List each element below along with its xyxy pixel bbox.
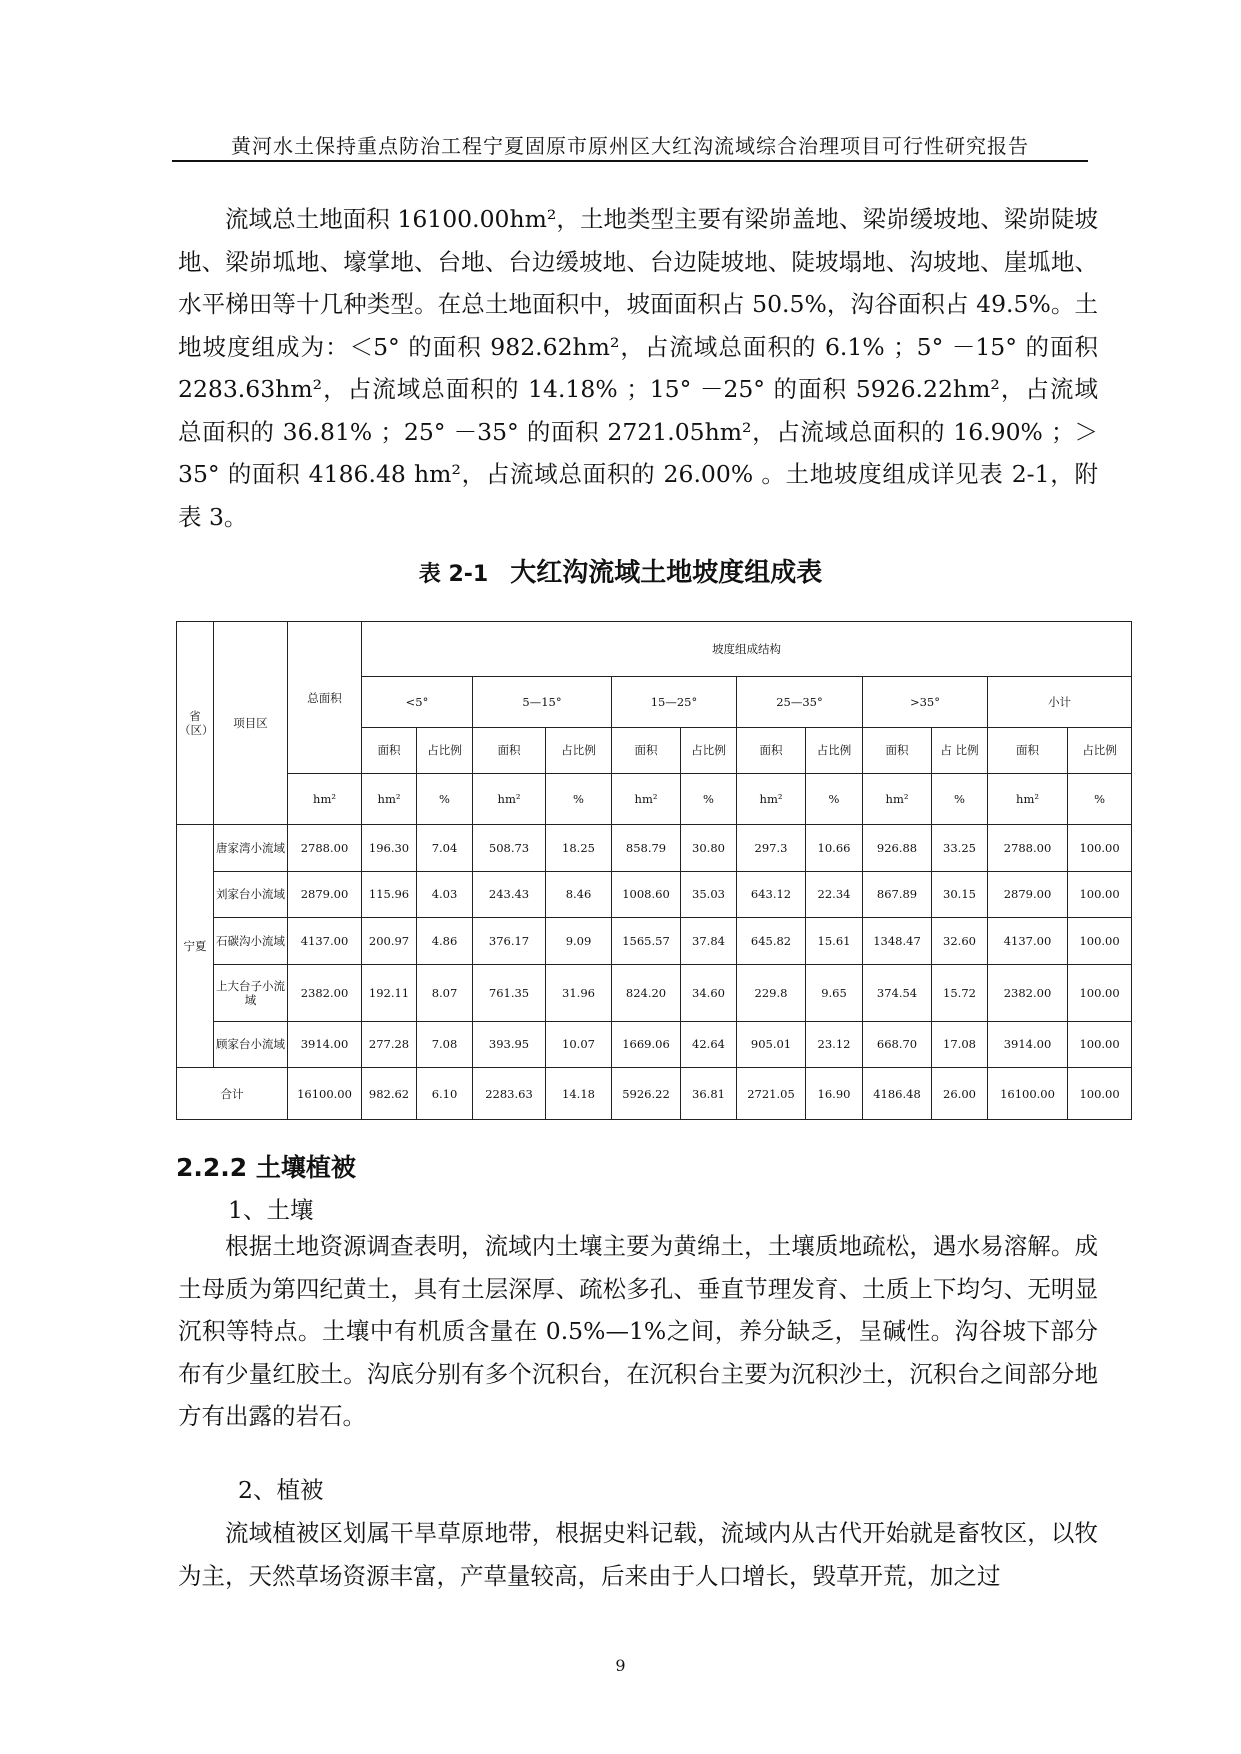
data-cell: 905.01: [737, 1021, 806, 1068]
data-cell: 100.00: [1068, 964, 1132, 1021]
data-cell: 645.82: [737, 918, 806, 965]
data-cell: 192.11: [362, 964, 417, 1021]
table-number: 表 2-1: [418, 562, 489, 587]
data-cell: 858.79: [612, 825, 681, 872]
table-caption: [0, 552, 1241, 589]
total-cell: 16.90: [806, 1068, 863, 1120]
data-cell: 17.08: [932, 1021, 988, 1068]
data-cell: 2788.00: [988, 825, 1068, 872]
total-cell: 16100.00: [988, 1068, 1068, 1120]
data-cell: 2382.00: [988, 964, 1068, 1021]
data-cell: 34.60: [681, 964, 737, 1021]
unit-area: hm²: [737, 774, 806, 825]
header-range-lt5: <5°: [362, 676, 473, 727]
unit-percent: %: [806, 774, 863, 825]
unit-area: hm²: [362, 774, 417, 825]
header-range-gt35: >35°: [863, 676, 988, 727]
data-cell: 100.00: [1068, 871, 1132, 918]
data-cell: 508.73: [473, 825, 546, 872]
data-cell: 100.00: [1068, 918, 1132, 965]
data-cell: 2879.00: [988, 871, 1068, 918]
project-area-cell: 石碳沟小流域: [214, 918, 288, 965]
data-cell: 2879.00: [288, 871, 362, 918]
data-cell: 42.64: [681, 1021, 737, 1068]
header-slope-structure: 坡度组成结构: [362, 622, 1132, 677]
data-cell: 23.12: [806, 1021, 863, 1068]
data-cell: 1565.57: [612, 918, 681, 965]
data-cell: 100.00: [1068, 825, 1132, 872]
table-title: 大红沟流域土地坡度组成表: [510, 558, 823, 588]
total-cell: 2283.63: [473, 1068, 546, 1120]
table-row: [177, 871, 1132, 918]
header-area: 面积: [473, 727, 546, 774]
data-cell: 9.65: [806, 964, 863, 1021]
data-cell: 7.04: [417, 825, 473, 872]
data-cell: 15.72: [932, 964, 988, 1021]
data-cell: 277.28: [362, 1021, 417, 1068]
data-cell: 393.95: [473, 1021, 546, 1068]
vegetation-paragraph: 流域植被区划属干旱草原地带，根据史料记载，流域内从古代开始就是畜牧区，以牧为主，天然草场资源丰富，产草量较高，后来由于人口增长，毁草开荒，加之过: [178, 1519, 1098, 1590]
data-cell: 668.70: [863, 1021, 932, 1068]
data-cell: 4.86: [417, 918, 473, 965]
unit-percent: %: [417, 774, 473, 825]
data-cell: 824.20: [612, 964, 681, 1021]
total-cell: 16100.00: [288, 1068, 362, 1120]
data-cell: 1008.60: [612, 871, 681, 918]
data-cell: 867.89: [863, 871, 932, 918]
slope-composition-table: [176, 621, 1132, 1120]
table-row: [177, 918, 1132, 965]
total-cell: 14.18: [546, 1068, 612, 1120]
data-cell: 115.96: [362, 871, 417, 918]
data-cell: 15.61: [806, 918, 863, 965]
header-rule: [172, 160, 1088, 162]
unit-area: hm²: [288, 774, 362, 825]
header-range-subtotal: 小计: [988, 676, 1132, 727]
unit-area: hm²: [988, 774, 1068, 825]
data-cell: 100.00: [1068, 1021, 1132, 1068]
data-cell: 7.08: [417, 1021, 473, 1068]
total-cell: 4186.48: [863, 1068, 932, 1120]
total-cell: 5926.22: [612, 1068, 681, 1120]
total-cell: 100.00: [1068, 1068, 1132, 1120]
data-cell: 374.54: [863, 964, 932, 1021]
header-range-25-35: 25—35°: [737, 676, 863, 727]
data-cell: 1348.47: [863, 918, 932, 965]
data-cell: 22.34: [806, 871, 863, 918]
data-cell: 9.09: [546, 918, 612, 965]
header-range-5-15: 5—15°: [473, 676, 612, 727]
total-cell: 6.10: [417, 1068, 473, 1120]
section-heading: 2.2.2 土壤植被: [176, 1153, 356, 1182]
intro-paragraph: 流域总土地面积 16100.00hm²，土地类型主要有梁峁盖地、梁峁缓坡地、梁峁陡坡地、梁峁坬地、壕掌地、台地、台边缓坡地、台边陡坡地、陡坡塌地、沟坡地、崖坬地、水平梯田等十几种类型。在总土地面积中，坡面面积占 50.5%，沟谷面积占 49.5%。土地坡度组成为：＜5° 的面积 982.62hm²，占流域总面积的 6.1% ；5° －15° 的面积 2283.63hm²，占流域总面积的 14.18% ；15° －25° 的面积 5926.22hm²，占流域总面积的 36.81% ；25° －35° 的面积 2721.05hm²，占流域总面积的 16.90% ；＞35° 的面积 4186.48 hm²，占流域总面积的 26.00% 。土地坡度组成详见表 2-1，附表 3。: [178, 205, 1098, 531]
data-cell: 1669.06: [612, 1021, 681, 1068]
data-cell: 30.15: [932, 871, 988, 918]
project-area-cell: 刘家台小流域: [214, 871, 288, 918]
data-cell: 30.80: [681, 825, 737, 872]
data-cell: 8.46: [546, 871, 612, 918]
data-cell: 243.43: [473, 871, 546, 918]
page-number: 9: [615, 1656, 626, 1675]
data-cell: 297.3: [737, 825, 806, 872]
project-area-cell: 顾家台小流域: [214, 1021, 288, 1068]
total-label: 合计: [177, 1068, 288, 1120]
data-cell: 761.35: [473, 964, 546, 1021]
data-cell: 4137.00: [988, 918, 1068, 965]
soil-subheading: 1、土壤: [228, 1196, 314, 1224]
data-cell: 2382.00: [288, 964, 362, 1021]
header-area: 面积: [612, 727, 681, 774]
unit-percent: %: [1068, 774, 1132, 825]
unit-area: hm²: [863, 774, 932, 825]
project-area-cell: 上大台子小流域: [214, 964, 288, 1021]
data-cell: 18.25: [546, 825, 612, 872]
header-ratio: 占比例: [1068, 727, 1132, 774]
data-cell: 376.17: [473, 918, 546, 965]
total-cell: 982.62: [362, 1068, 417, 1120]
header-project-area: 项目区: [214, 622, 288, 825]
running-header: 黄河水土保持重点防治工程宁夏固原市原州区大红沟流域综合治理项目可行性研究报告: [231, 134, 1029, 158]
data-cell: 8.07: [417, 964, 473, 1021]
unit-percent: %: [546, 774, 612, 825]
total-cell: 26.00: [932, 1068, 988, 1120]
header-area: 面积: [362, 727, 417, 774]
data-cell: 200.97: [362, 918, 417, 965]
data-cell: 3914.00: [988, 1021, 1068, 1068]
header-ratio: 占比例: [417, 727, 473, 774]
data-cell: 196.30: [362, 825, 417, 872]
unit-percent: %: [681, 774, 737, 825]
data-cell: 2788.00: [288, 825, 362, 872]
table-row: [177, 964, 1132, 1021]
vegetation-subheading: 2、植被: [238, 1476, 324, 1504]
data-cell: 4.03: [417, 871, 473, 918]
data-cell: 4137.00: [288, 918, 362, 965]
data-cell: 3914.00: [288, 1021, 362, 1068]
data-cell: 31.96: [546, 964, 612, 1021]
data-cell: 643.12: [737, 871, 806, 918]
data-cell: 10.66: [806, 825, 863, 872]
data-cell: 33.25: [932, 825, 988, 872]
project-area-cell: 唐家湾小流域: [214, 825, 288, 872]
soil-paragraph: 根据土地资源调查表明，流域内土壤主要为黄绵土，土壤质地疏松，遇水易溶解。成土母质为第四纪黄土，具有土层深厚、疏松多孔、垂直节理发育、土质上下均匀、无明显沉积等特点。土壤中有机质含量在 0.5%—1%之间，养分缺乏，呈碱性。沟谷坡下部分布有少量红胶土。沟底分别有多个沉积台，在沉积台主要为沉积沙土，沉积台之间部分地方有出露的岩石。: [178, 1232, 1098, 1430]
total-cell: 36.81: [681, 1068, 737, 1120]
header-range-15-25: 15—25°: [612, 676, 737, 727]
data-cell: 229.8: [737, 964, 806, 1021]
header-area: 面积: [988, 727, 1068, 774]
header-area: 面积: [863, 727, 932, 774]
header-province: 省（区）: [177, 622, 214, 825]
province-cell: 宁夏: [177, 825, 214, 1068]
total-cell: 2721.05: [737, 1068, 806, 1120]
header-ratio: 占比例: [546, 727, 612, 774]
table-row: [177, 825, 1132, 872]
header-area: 面积: [737, 727, 806, 774]
unit-area: hm²: [612, 774, 681, 825]
header-total-area: 总面积: [288, 622, 362, 774]
header-ratio: 占比例: [806, 727, 863, 774]
table-row: [177, 1021, 1132, 1068]
unit-area: hm²: [473, 774, 546, 825]
data-cell: 32.60: [932, 918, 988, 965]
data-cell: 37.84: [681, 918, 737, 965]
data-cell: 926.88: [863, 825, 932, 872]
header-ratio: 占比例: [681, 727, 737, 774]
header-ratio: 占 比例: [932, 727, 988, 774]
data-cell: 10.07: [546, 1021, 612, 1068]
unit-percent: %: [932, 774, 988, 825]
data-cell: 35.03: [681, 871, 737, 918]
